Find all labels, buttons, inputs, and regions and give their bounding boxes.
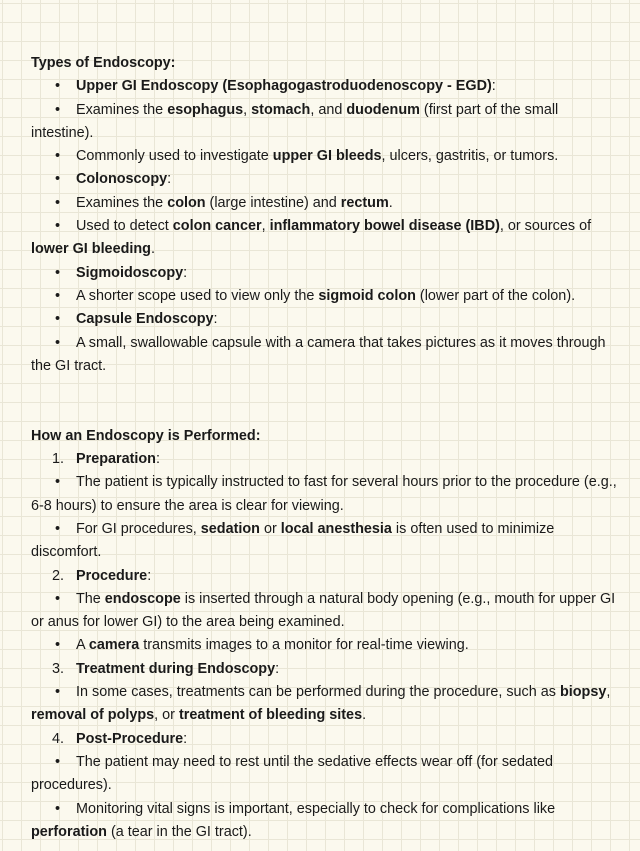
text-segment: Monitoring vital signs is important, especially to check for complications like xyxy=(76,800,556,817)
text-segment: : xyxy=(183,730,188,747)
numbered-item: 4. Post-Procedure: xyxy=(52,730,188,747)
section-heading: How an Endoscopy is Performed: xyxy=(31,427,261,444)
text-segment: transmits images to a monitor for real-time viewing. xyxy=(139,637,469,654)
text-segment: , and xyxy=(310,101,347,118)
text-segment: Commonly used to investigate xyxy=(76,148,273,165)
numbered-item: 1. Preparation: xyxy=(52,451,160,468)
text-segment: . xyxy=(150,241,155,258)
text-segment: . xyxy=(362,707,367,724)
bullet-item: • Examines the esophagus, stomach, and duodenum (first part of the small intestine). xyxy=(31,101,559,141)
bold-term: Preparation xyxy=(76,451,156,468)
bold-term: Colonoscopy xyxy=(76,171,168,188)
bold-term: camera xyxy=(88,637,140,654)
text-segment: is inserted through a natural body opening (e.g., mouth for upper GI or anus for lower GI) to the area being examined. xyxy=(31,590,616,631)
text-segment: (large intestine) and xyxy=(205,194,341,211)
text-segment: , xyxy=(606,684,611,701)
text-segment: A xyxy=(76,637,89,654)
bullet-item: • For GI procedures, sedation or local anesthesia is often used to minimize discomfort. xyxy=(31,520,555,561)
bold-term: removal of polyps xyxy=(31,707,155,724)
text-segment: Examines the xyxy=(76,101,168,118)
text-segment: is often used to minimize discomfort. xyxy=(31,520,555,561)
text-segment: , ulcers, gastritis, or tumors. xyxy=(381,148,559,165)
text-segment: For GI procedures, xyxy=(76,520,201,537)
bold-term: colon cancer xyxy=(172,218,262,235)
bold-term: lower GI bleeding xyxy=(31,241,151,258)
bold-term: treatment of bleeding sites xyxy=(178,707,363,724)
bullet-item: • A small, swallowable capsule with a camera that takes pictures as it moves through the GI tract. xyxy=(31,334,606,374)
bullet-item: • A shorter scope used to view only the sigmoid colon (lower part of the colon). xyxy=(55,287,576,304)
bold-term: perforation xyxy=(31,823,107,840)
bullet-item: • A camera transmits images to a monitor for real-time viewing. xyxy=(55,637,469,654)
bold-term: Treatment during Endoscopy xyxy=(76,660,276,677)
bold-term: biopsy xyxy=(559,684,607,701)
bullet-item: • Capsule Endoscopy: xyxy=(55,311,218,328)
bullet-item: • The patient may need to rest until the sedative effects wear off (for sedated procedures). xyxy=(31,753,554,794)
text-segment: , or xyxy=(154,707,179,724)
bold-term: stomach xyxy=(251,101,311,118)
text-segment: : xyxy=(275,660,280,677)
text-segment: , or sources of xyxy=(499,218,592,235)
section-gap xyxy=(31,378,623,425)
bold-term: rectum xyxy=(340,194,389,211)
bullet-item: • The patient is typically instructed to fast for several hours prior to the procedure (e.g., 6-8 hours) to ensure the area is clear for viewing. xyxy=(31,474,617,514)
bold-term: Upper GI Endoscopy (Esophagogastroduodenoscopy - EGD) xyxy=(76,78,492,95)
bold-term: local anesthesia xyxy=(280,520,392,537)
bold-term: sedation xyxy=(200,520,260,537)
bullet-item: • Sigmoidoscopy: xyxy=(55,264,188,281)
text-segment: Examines the xyxy=(76,194,168,211)
text-segment: (first part of the small intestine). xyxy=(31,101,559,141)
bold-term: sigmoid colon xyxy=(318,287,416,304)
text-segment: Used to detect xyxy=(76,218,173,235)
bold-term: duodenum xyxy=(346,101,420,118)
bullet-item: • Commonly used to investigate upper GI bleeds, ulcers, gastritis, or tumors. xyxy=(55,148,559,165)
document xyxy=(31,52,623,844)
text-segment: , xyxy=(261,218,270,235)
bullet-item: • Colonoscopy: xyxy=(55,171,172,188)
bullet-item: • Monitoring vital signs is important, especially to check for complications like perforation (a tear in the GI tract). xyxy=(31,800,556,840)
text-segment: : xyxy=(213,311,218,328)
bold-term: esophagus xyxy=(167,101,244,118)
bullet-item: • Examines the colon (large intestine) and rectum. xyxy=(55,194,393,211)
text-segment: : xyxy=(155,451,160,468)
text-segment: The xyxy=(76,590,105,607)
bold-term: Post-Procedure xyxy=(76,730,184,747)
text-segment: A shorter scope used to view only the xyxy=(76,287,319,304)
text-segment: : xyxy=(147,567,152,584)
text-segment: The patient is typically instructed to fast for several hours prior to the procedure (e.g., 6-8 hours) to ensure the area is clear for viewing. xyxy=(31,474,617,514)
bold-term: Sigmoidoscopy xyxy=(76,264,184,281)
numbered-item: 2. Procedure: xyxy=(52,567,152,584)
bullet-item: • Upper GI Endoscopy (Esophagogastroduodenoscopy - EGD): xyxy=(55,78,496,95)
bold-term: upper GI bleeds xyxy=(272,148,382,165)
text-segment: A small, swallowable capsule with a camera that takes pictures as it moves through the GI tract. xyxy=(31,334,606,374)
text-segment: , xyxy=(243,101,252,118)
bold-term: colon xyxy=(167,194,206,211)
bullet-item: • The endoscope is inserted through a natural body opening (e.g., mouth for upper GI or anus for lower GI) to the area being examined. xyxy=(31,590,616,631)
bold-term: endoscope xyxy=(104,590,181,607)
text-segment: or xyxy=(259,520,281,537)
text-segment: : xyxy=(167,171,172,188)
text-segment: (a tear in the GI tract). xyxy=(106,823,252,840)
text-segment: : xyxy=(183,264,188,281)
bold-term: inflammatory bowel disease (IBD) xyxy=(269,218,500,235)
bullet-item: • Used to detect colon cancer, inflammatory bowel disease (IBD), or sources of lower GI bleeding. xyxy=(31,218,592,258)
numbered-item: 3. Treatment during Endoscopy: xyxy=(52,660,280,677)
bullet-item: • In some cases, treatments can be performed during the procedure, such as biopsy, removal of polyps, or treatment of bleeding sites. xyxy=(31,684,611,724)
text-segment: The patient may need to rest until the sedative effects wear off (for sedated procedures). xyxy=(31,753,554,794)
text-segment: : xyxy=(491,78,496,95)
text-segment: In some cases, treatments can be performed during the procedure, such as xyxy=(76,684,560,701)
section-heading: Types of Endoscopy: xyxy=(31,55,176,71)
text-segment: (lower part of the colon). xyxy=(415,287,576,304)
bold-term: Procedure xyxy=(76,567,148,584)
text-segment: . xyxy=(388,194,393,211)
bold-term: Capsule Endoscopy xyxy=(76,311,214,328)
